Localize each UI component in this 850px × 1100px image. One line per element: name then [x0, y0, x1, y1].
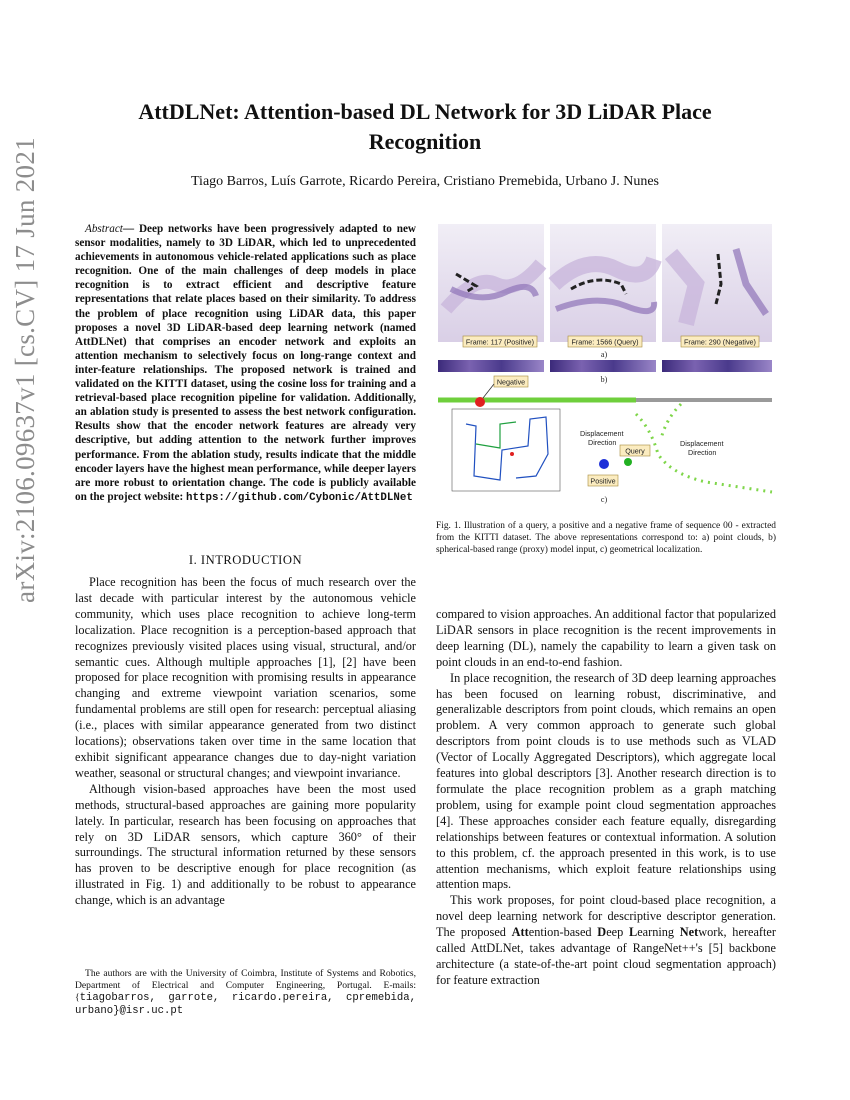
intro-paragraph-3: compared to vision approaches. An additional factor that popularized LiDAR sensors in place recognition is the recent improvements in deep learning (DL), namely the capability to learn a given task on point clouds in an end-to-end fashion.: [436, 607, 776, 669]
point-cloud-query: [550, 224, 656, 347]
tag-query: Query: [625, 446, 645, 456]
section-heading-introduction: I. INTRODUCTION: [188, 553, 303, 567]
footnote-emails: tiagobarros, garrote, ricardo.pereira, cpremebida, urbano: [75, 992, 416, 1017]
intro-paragraph-2: Although vision-based approaches have been the most used methods, structural-based approaches are gaining more popularity lately. In particular, research has been focusing on approaches that rely on 3D LiDAR sensors, which capture 360° of their surroundings. The structural information returned by these sensors has proven to be descriptive enough for place recognition (as illustrated in Fig. 1) and additionally to be robust to appearance change, which is an advantage: [75, 781, 416, 908]
author-list: Tiago Barros, Luís Garrote, Ricardo Pereira, Cristiano Premebida, Urbano J. Nunes: [191, 174, 659, 189]
author-footnote: [75, 968, 416, 1017]
displacement-label-left: Displacement Direction: [580, 429, 624, 447]
point-cloud-positive: [438, 224, 544, 347]
intro-right-column: [436, 607, 776, 989]
frame-label-positive: Frame: 117 (Positive): [465, 337, 535, 347]
displacement-label-right: Displacement Direction: [680, 439, 724, 457]
frame-label-negative: Frame: 290 (Negative): [684, 337, 756, 347]
intro-paragraph-4: In place recognition, the research of 3D deep learning approaches has been focused on learning robust, discriminative, and generalizable descriptors from point clouds, which remains an open problem. A very common approach to generate such global descriptors from point clouds is to use methods such as VLAD (Vector of Locally Aggregated Descriptors), which aggregate local features into global descriptors [3]. Another research direction is to formulate the place recognition problem as a graph matching problem, using for example point cloud segmentation approaches [4]. These approaches consider each feature equally, disregarding relationships between features or contextual information. A solution to this problem, cf. the approach presented in this work, is to use attention mechanisms, which exploit feature relationships using attention maps.: [436, 670, 776, 892]
inset-map: [452, 409, 560, 491]
point-cloud-negative: [662, 224, 772, 347]
subfig-label-a: a): [600, 350, 608, 359]
project-url-link[interactable]: https://github.com/Cybonic/AttDLNet: [186, 491, 413, 504]
footnote-text: The authors are with the University of Coimbra, Institute of Systems and Robotics, Department of Electrical and Computer Engineering, Portugal. E-mails:{: [75, 968, 416, 1004]
arxiv-identifier: arXiv:2106.09637v1 [cs.CV] 17 Jun 2021: [10, 137, 40, 603]
tag-positive: Positive: [590, 476, 616, 486]
negative-marker: [475, 397, 485, 407]
footnote-domain: }@isr.uc.pt: [113, 1004, 184, 1017]
frame-label-query: Frame: 1566 (Query): [571, 337, 639, 347]
intro-paragraph-1: Place recognition has been the focus of much research over the last decade with particular interest by the autonomous vehicle community, which uses place recognition to achieve long-term localization. Place recognition is a perception-based approach that recognizes previously visited places using visual, structural, and/or semantic cues. Although multiple approaches [1], [2] have been proposed for place recognition with promising results in appearance changing and extreme viewpoint variation scenarios, some fundamental problems are still open for research: perceptual aliasing (i.e., places with similar appearance generated from two distinct locations); observations taken over time in the same location that exhibit significant appearance changes due to day-night variation weather, seasonal or structural changes; and viewpoint invariance.: [75, 575, 416, 780]
abstract: [75, 222, 416, 505]
figure-1: [436, 214, 776, 514]
intro-left-column: [75, 575, 416, 909]
range-images: [438, 360, 772, 372]
tag-negative: Negative: [496, 377, 526, 387]
figure-caption: Fig. 1. Illustration of a query, a positive and a negative frame of sequence 00 - extracted from the KITTI dataset. The above representations correspond to: a) point clouds, b) spherical-based range (proxy) model input, c) geometrical localization.: [436, 521, 776, 555]
figure-1-graphic: [436, 214, 776, 514]
subfig-label-b: b): [600, 375, 608, 384]
paper-title: AttDLNet: Attention-based DL Network for 3D LiDAR Place Recognition: [138, 99, 712, 154]
subfig-label-c: c): [600, 495, 608, 504]
abstract-text: — Deep networks have been progressively adapted to new sensor modalities, namely to 3D LiDAR, which led to unprecedented achievements in autonomous vehicle-related applications such as place recognition. One of the main challenges of deep models in place recognition is to extract efficient and descriptive feature representations that relate places based on their similarity. To address the problem of place recognition using LiDAR data, this paper proposes a novel 3D LiDAR-based deep learning network (named AttDLNet) that comprises an encoder network and exploits an attention mechanism to selectively focus on long-range context and inter-feature relationships. The proposed network is trained and validated on the KITTI dataset, using the cosine loss for training and a retrieval-based place recognition pipeline for validation. Additionally, an ablation study is presented to assess the best network configuration. Results show that the encoder network features are already very descriptive, but adding attention to the network further improves performance. From the ablation study, results indicate that the middle encoder layers have the highest mean performance, while deeper layers are more robust to orientation change. The code is publicly available on the project website:: [75, 223, 416, 503]
trajectory-plot: [438, 376, 772, 492]
positive-marker: [599, 459, 609, 469]
abstract-label: Abstract: [85, 223, 123, 235]
query-marker: [624, 458, 632, 466]
intro-paragraph-5: This work proposes, for point cloud-based place recognition, a novel deep learning network for descriptive descriptor generation. The proposed Attention-based Deep Learning Network, hereafter called AttDLNet, takes advantage of RangeNet++'s [5] backbone architecture (a state-of-the-art point cloud segmentation approach) for feature extraction: [436, 893, 776, 987]
